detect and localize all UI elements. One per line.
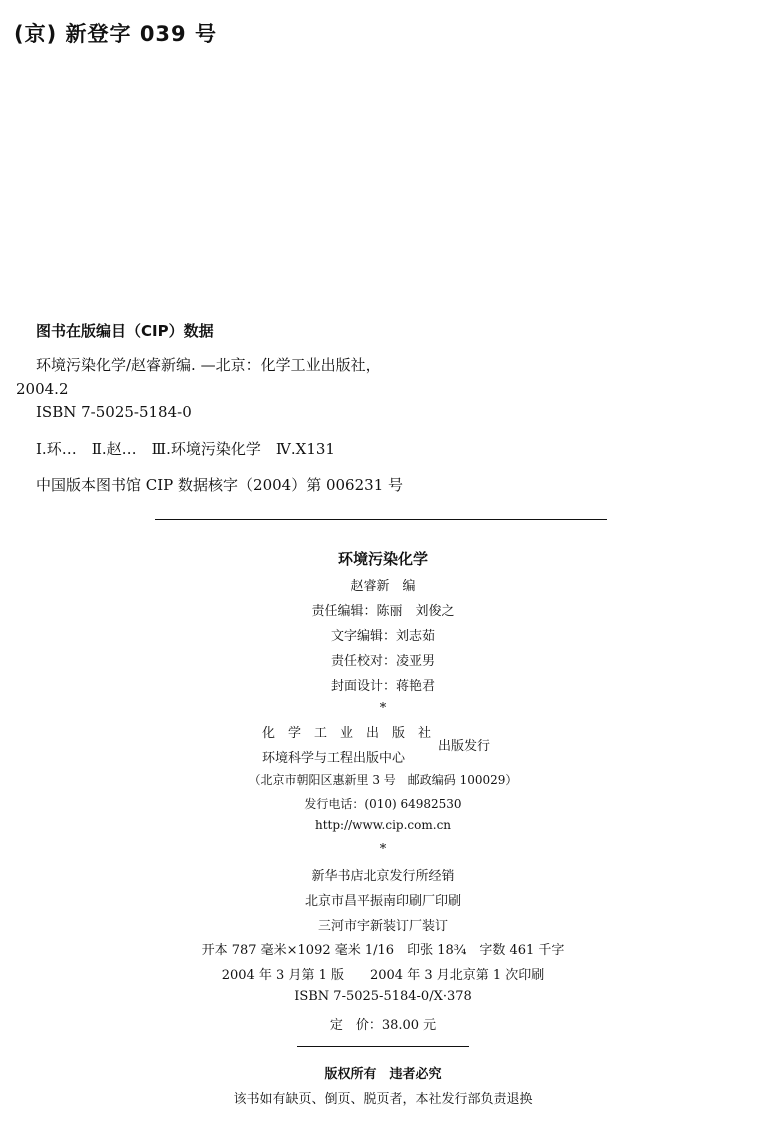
bottom-divider — [297, 1046, 469, 1047]
full-isbn: ISBN 7-5025-5184-0/X·378 — [294, 989, 472, 1004]
edition-info: 2004 年 3 月第 1 版 2004 年 3 月北京第 1 次印刷 — [221, 968, 545, 983]
registration-number: (京) 新登字 039 号 — [14, 22, 217, 46]
cip-isbn: ISBN 7-5025-5184-0 — [36, 403, 192, 421]
sales-phone: 发行电话：(010) 64982530 — [304, 797, 462, 811]
cover-designer: 封面设计：蒋艳君 — [330, 679, 435, 694]
binder: 三河市宇新装订厂装订 — [317, 919, 448, 934]
author-line: 赵睿新 编 — [350, 579, 416, 594]
separator-star-2: * — [379, 842, 387, 857]
cip-heading: 图书在版编目（CIP）数据 — [36, 322, 214, 340]
format-info: 开本 787 毫米×1092 毫米 1/16 印张 18¾ 字数 461 千字 — [201, 943, 565, 958]
text-editor: 文字编辑：刘志茹 — [330, 629, 435, 644]
top-divider — [155, 519, 607, 520]
printer: 北京市昌平振南印刷厂印刷 — [304, 894, 461, 909]
publisher-name: 化学工业出版社 — [262, 726, 445, 741]
cip-date: 2004.2 — [16, 380, 69, 398]
distributor: 新华书店北京发行所经销 — [311, 869, 455, 884]
website: http://www.cip.com.cn — [314, 818, 452, 832]
book-title: 环境污染化学 — [337, 550, 428, 568]
cip-record-number: 中国版本图书馆 CIP 数据核字（2004）第 006231 号 — [36, 476, 404, 494]
publisher-center: 环境科学与工程出版中心 — [262, 751, 406, 766]
cip-bibliographic-line: 环境污染化学/赵睿新编. —北京：化学工业出版社， — [36, 356, 381, 374]
publisher-block — [262, 722, 444, 766]
copyright-notice: 版权所有 违者必究 — [324, 1067, 442, 1082]
publisher-address: （北京市朝阳区惠新里 3 号 邮政编码 100029） — [248, 773, 518, 787]
publish-action: 出版发行 — [438, 739, 491, 754]
proofreader: 责任校对：凌亚男 — [330, 654, 435, 669]
price: 定 价：38.00 元 — [329, 1018, 437, 1033]
responsible-editors: 责任编辑：陈丽 刘俊之 — [311, 604, 455, 619]
return-notice: 该书如有缺页、倒页、脱页者，本社发行部负责退换 — [233, 1092, 533, 1107]
separator-star-1: * — [379, 701, 387, 716]
cip-classification: Ⅰ.环… Ⅱ.赵… Ⅲ.环境污染化学 Ⅳ.X131 — [36, 440, 335, 458]
